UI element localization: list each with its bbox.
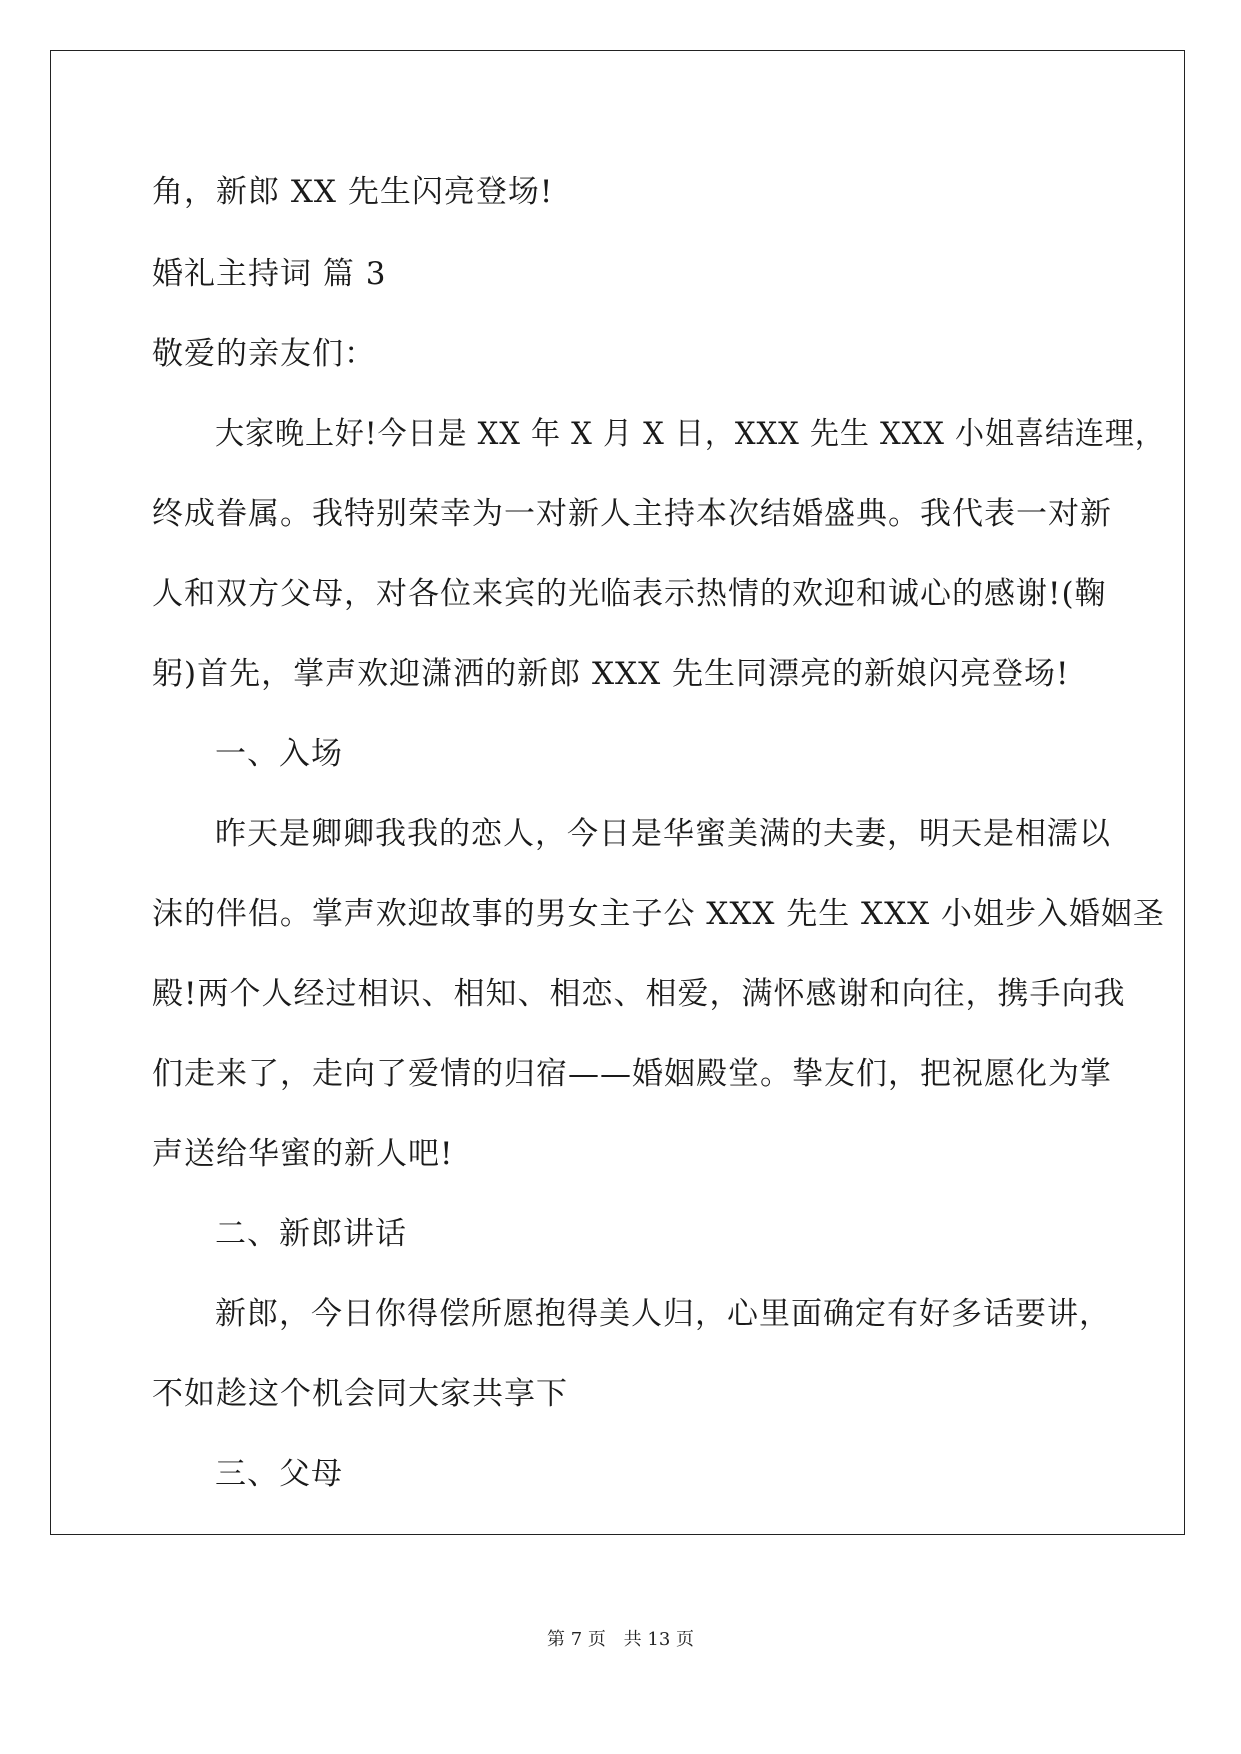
body-line: 声送给华蜜的新人吧! — [152, 1136, 454, 1172]
section-heading: 婚礼主持词 篇 3 — [152, 256, 387, 292]
body-line: 殿!两个人经过相识、相知、相恋、相爱，满怀感谢和向往，携手向我 — [152, 976, 1126, 1012]
body-line: 新郎，今日你得偿所愿抱得美人归，心里面确定有好多话要讲， — [215, 1296, 1111, 1332]
body-line: 们走来了，走向了爱情的归宿——婚姻殿堂。挚友们，把祝愿化为掌 — [152, 1056, 1112, 1092]
subheading: 三、父母 — [215, 1456, 343, 1492]
body-line: 躬)首先，掌声欢迎潇洒的新郎 XXX 先生同漂亮的新娘闪亮登场! — [152, 656, 1070, 692]
salutation: 敬爱的亲友们： — [152, 336, 376, 372]
page-total: 共 13 页 — [623, 1629, 694, 1650]
body-line: 人和双方父母，对各位来宾的光临表示热情的欢迎和诚心的感谢!(鞠 — [152, 576, 1107, 612]
page-number: 第 7 页 — [547, 1629, 606, 1650]
body-line: 不如趁这个机会同大家共享下 — [152, 1376, 568, 1412]
subheading: 二、新郎讲话 — [215, 1216, 407, 1252]
subheading: 一、入场 — [215, 736, 343, 772]
body-line: 终成眷属。我特别荣幸为一对新人主持本次结婚盛典。我代表一对新 — [152, 496, 1112, 532]
body-line: 大家晚上好!今日是 XX 年 X 月 X 日，XXX 先生 XXX 小姐喜结连理， — [215, 416, 1165, 452]
body-line: 沫的伴侣。掌声欢迎故事的男女主子公 XXX 先生 XXX 小姐步入婚姻圣 — [152, 896, 1165, 932]
page-footer — [0, 1628, 1241, 1652]
body-line: 昨天是卿卿我我的恋人，今日是华蜜美满的夫妻，明天是相濡以 — [215, 816, 1111, 852]
body-line: 角，新郎 XX 先生闪亮登场! — [152, 174, 554, 210]
